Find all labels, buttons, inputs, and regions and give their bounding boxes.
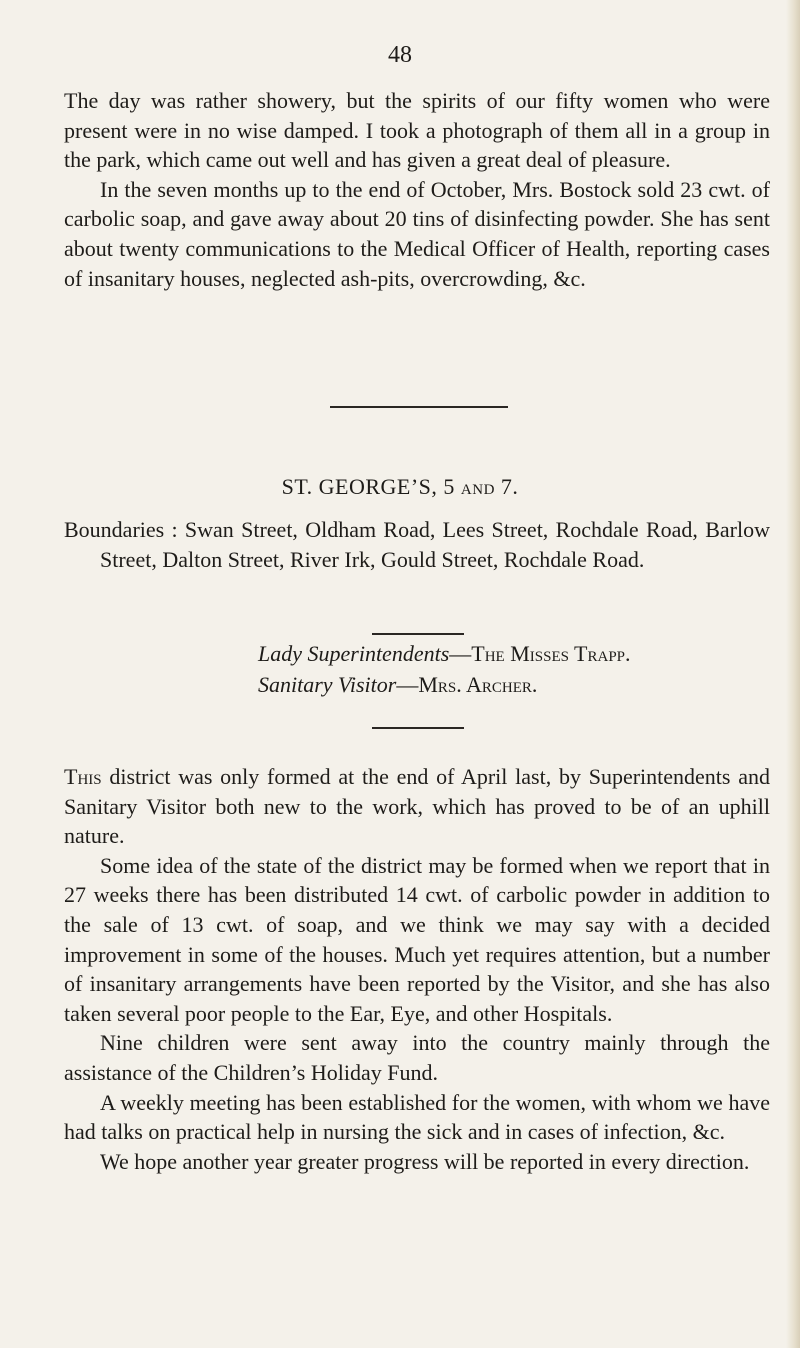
intro-paragraph-1: The day was rather showery, but the spirits of our fifty women who were present were in no wise damped. I took a photograph of them all in a group in the park, which came out well and has given a great deal of pleasure.: [64, 88, 770, 173]
short-divider-top: [372, 633, 464, 635]
boundaries-text: Boundaries : Swan Street, Oldham Road, Lees Street, Rochdale Road, Barlow Street, Dalton Street, River Irk, Gould Street, Rochdale Road.: [64, 517, 770, 572]
superintendents-role: Lady Superintendents: [258, 641, 450, 666]
report-paragraph-4: A weekly meeting has been established for the women, with whom we have had talks on practical help in nursing the sick and in cases of infection, &c.: [64, 1089, 770, 1145]
visitor-name: —Mrs. Archer.: [396, 672, 538, 697]
report-opening-text: district was only formed at the end of April last, by Superintendents and Sanitary Visitor both new to the work, which has proved to be of an uphill nature.: [64, 764, 770, 849]
page-edge-shading: [786, 0, 800, 1348]
report-opening-word: This: [64, 764, 102, 789]
intro-paragraph-2: In the seven months up to the end of October, Mrs. Bostock sold 23 cwt. of carbolic soap, and gave away about 20 tins of disinfecting powder. She has sent about twenty communications to the Medical Officer of Health, reporting cases of insanitary houses, neglected ash-pits, overcrowding, &c.: [64, 176, 770, 291]
short-divider-bottom: [372, 727, 464, 729]
intro-section: [64, 86, 770, 293]
page-number: 48: [388, 42, 412, 68]
district-heading: [0, 474, 800, 500]
report-paragraph-5: We hope another year greater progress will be reported in every direction.: [100, 1148, 750, 1174]
report-paragraph-1: [64, 762, 770, 851]
district-name: ST. GEORGE’S,: [281, 474, 438, 499]
section-divider: [330, 406, 508, 408]
boundaries-section: [64, 515, 770, 575]
report-paragraph-2: Some idea of the state of the district may be formed when we report that in 27 weeks there has been distributed 14 cwt. of carbolic powder in addition to the sale of 13 cwt. of soap, and we think we may say with a decided improvement in some of the houses. Much yet requires attention, but a number of insanitary arrangements have been reported by the Visitor, and she has also taken several poor people to the Ear, Eye, and other Hospitals.: [64, 852, 770, 1026]
superintendents-line: [258, 641, 631, 667]
report-paragraph-3: Nine children were sent away into the country mainly through the assistance of the Children’s Holiday Fund.: [64, 1030, 770, 1085]
report-section: [64, 762, 770, 1176]
visitor-role: Sanitary Visitor: [258, 672, 397, 697]
visitor-line: [258, 672, 537, 698]
superintendents-name: —The Misses Trapp.: [449, 641, 631, 666]
district-numbers: 5 and 7.: [443, 474, 519, 499]
